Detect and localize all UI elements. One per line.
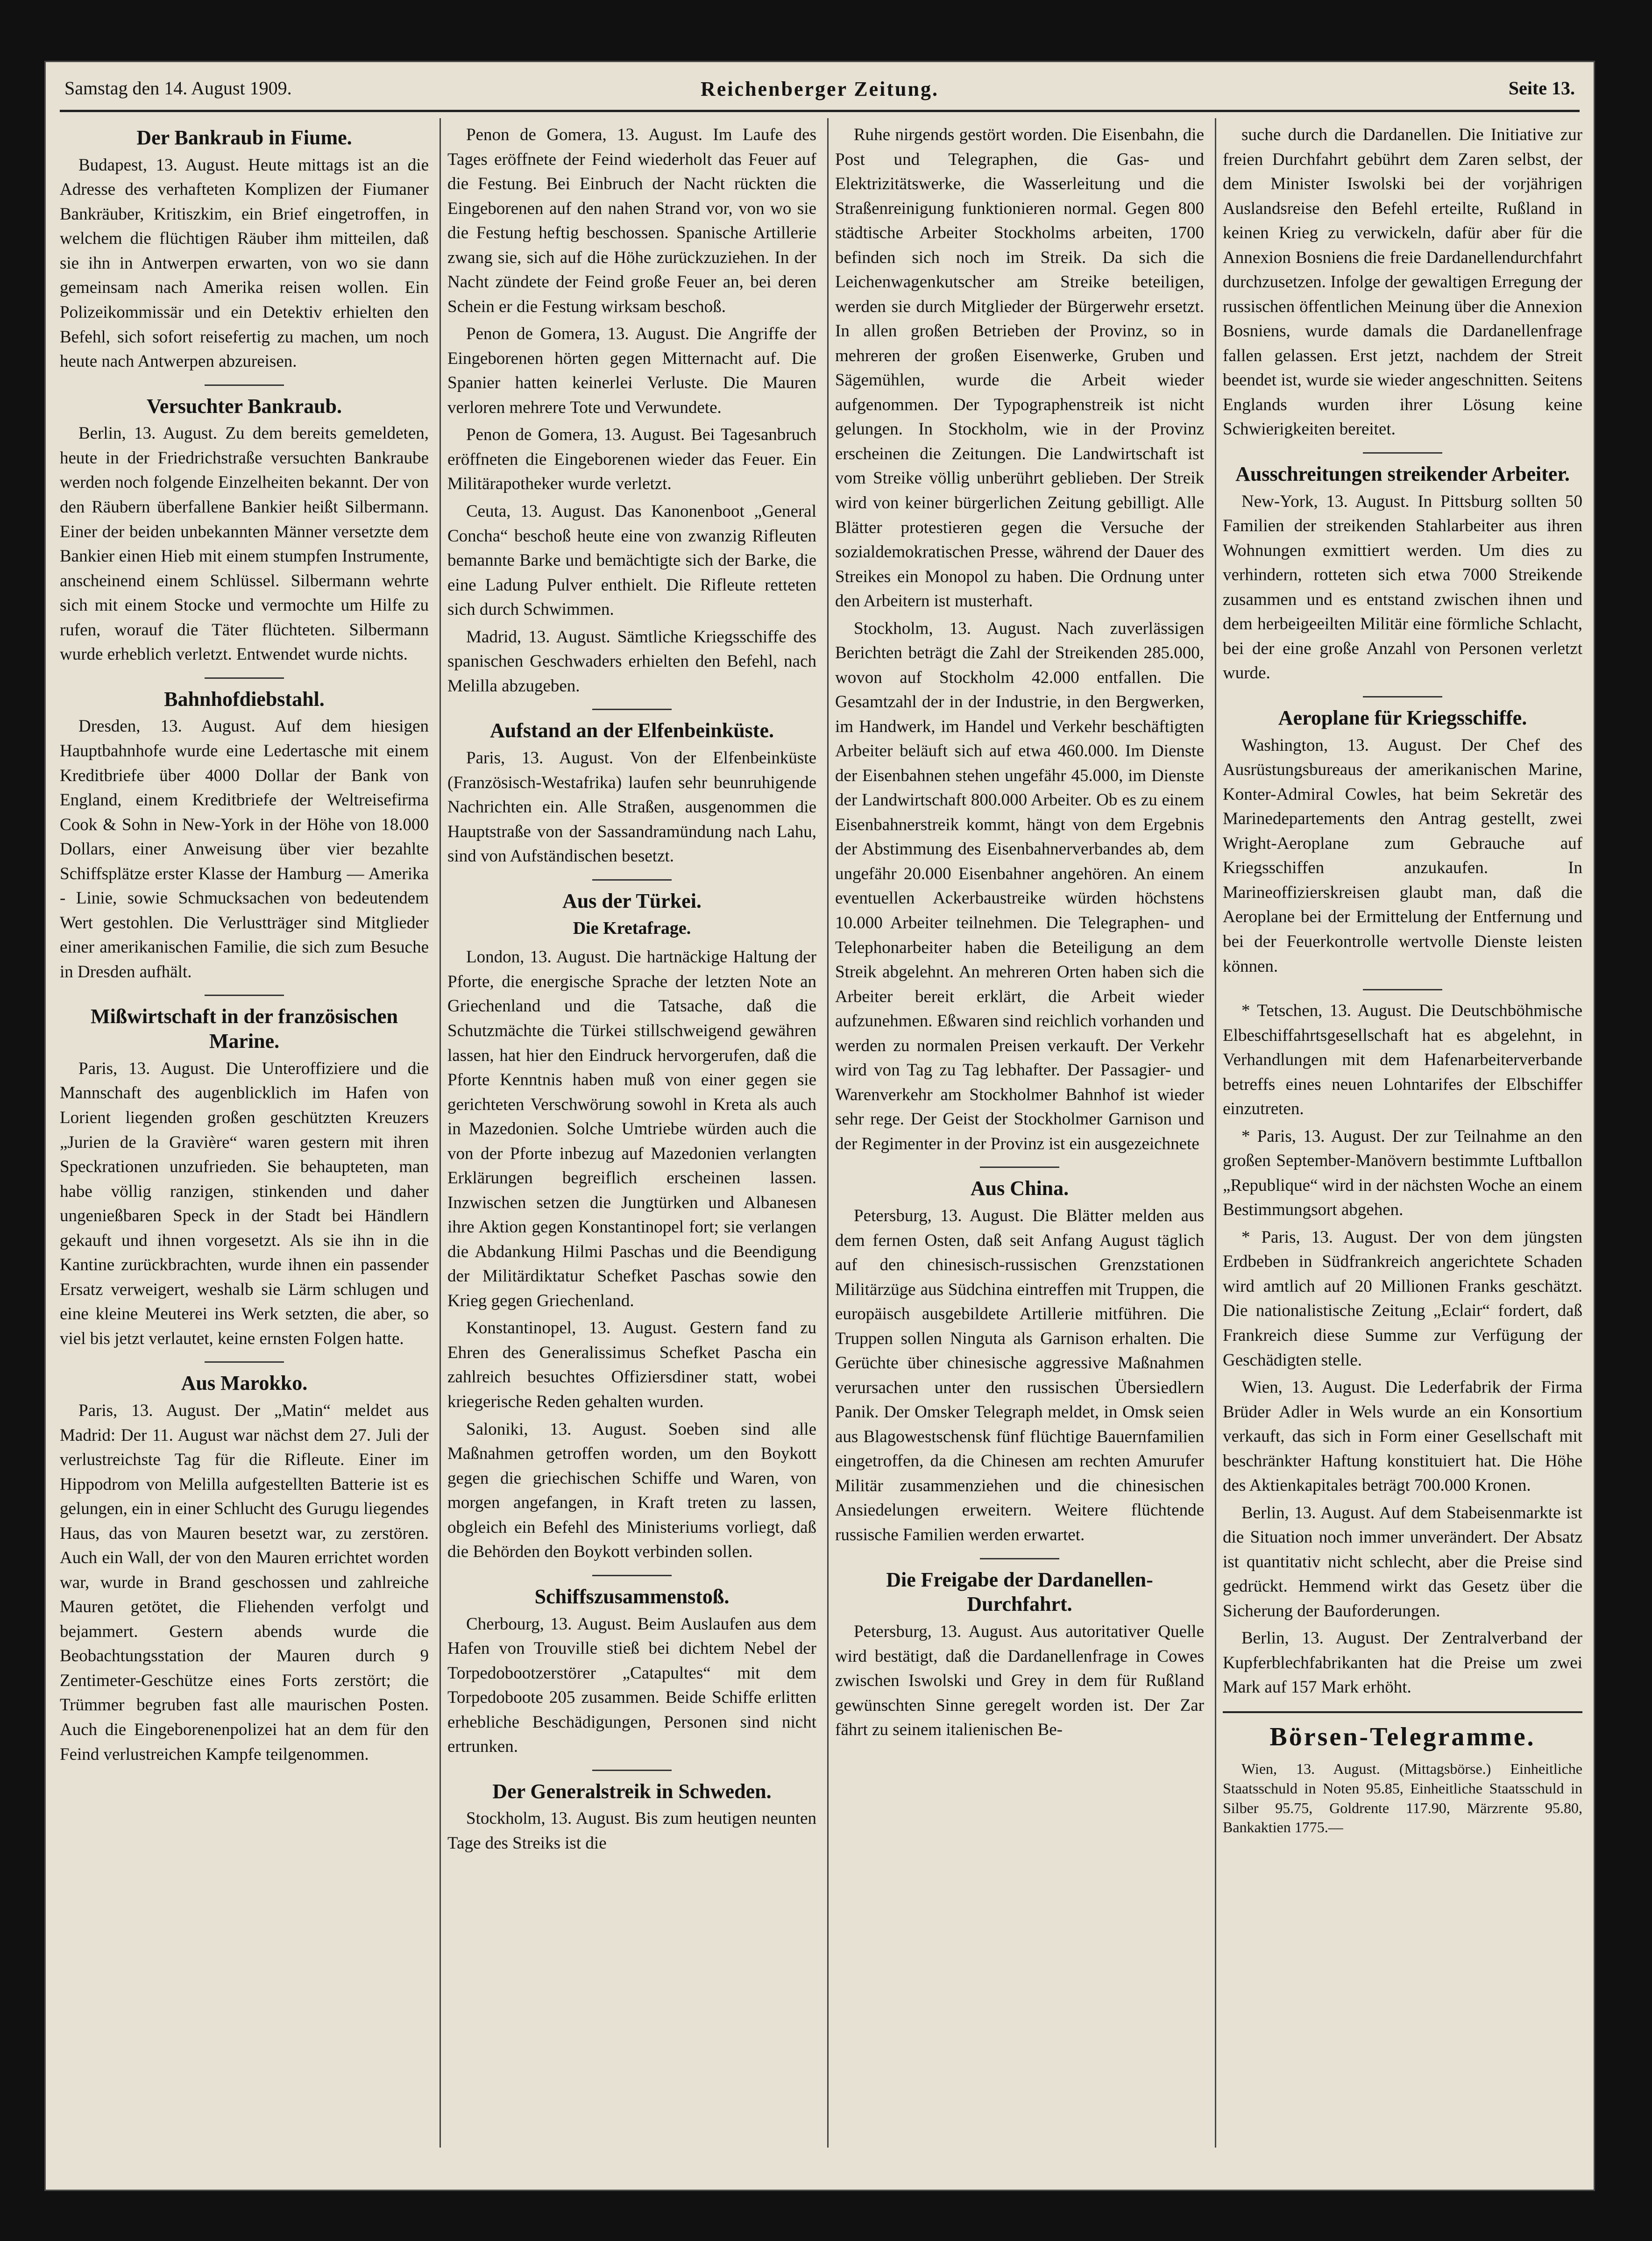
column-4 bbox=[1223, 123, 1582, 2148]
article-divider bbox=[592, 879, 672, 881]
article-paragraph: Cherbourg, 13. August. Beim Auslaufen aus dem Hafen von Trouville stieß bei dichtem Nebel der Torpedobootzerstörer „Catapultes“ mit dem Torpedoboote 205 zusammen. Beide Schiffe erlitten erhebliche Beschädigungen, Personen sind nicht ertrunken. bbox=[447, 1614, 816, 1757]
article-headline: Aus der Türkei. bbox=[562, 889, 702, 912]
article-paragraph: Berlin, 13. August. Der Zentralverband der Kupferblechfabrikanten hat die Preise um zwei Mark auf 157 Mark erhöht. bbox=[1223, 1629, 1582, 1697]
article-headline: Aus China. bbox=[970, 1177, 1069, 1200]
column-divider bbox=[827, 118, 829, 2148]
article-paragraph: Petersburg, 13. August. Aus autoritativer Quelle wird bestätigt, daß die Dardanellenfrage in Cowes zwischen Iswolski und Grey in dem für Rußland gewünschten Sinne geregelt worden ist. Der Zar fährt zu seinem italienischen Be- bbox=[835, 1622, 1204, 1740]
article-headline: Mißwirtschaft in der französischen Marine. bbox=[91, 1005, 398, 1053]
article-paragraph: Paris, 13. August. Der „Matin“ meldet aus Madrid: Der 11. August war nächst dem 27. Juli der verlustreichste Tag für die Rifleute. Einer im Hippodrom von Melilla aufgestellten Batterie ist es gelungen, ein in einer Schlucht des Gurugu liegendes Haus, das von Mauren besetzt war, zu zerstören. Auch ein Wall, der von den Mauren errichtet worden war, wurde in Brand geschossen und zahlreiche Mauren getötet, die Fliehenden verfolgt und bejammert. Gestern abends wurde die Beobachtungsstation der Mauren durch 9 Zentimeter-Geschütze eines Forts zerstört; die Trümmer begruben fast alle maurischen Posten. Auch die Eingeborenenpolizei hat an dem für den Feind verlustreichen Kampfe teilgenommen. bbox=[60, 1401, 429, 1764]
article-headline: Aus Marokko. bbox=[181, 1372, 308, 1395]
article-divider bbox=[592, 709, 672, 710]
article-paragraph: * Paris, 13. August. Der von dem jüngsten Erdbeben in Südfrankreich angerichtete Schaden wird amtlich auf 20 Millionen Franks geschätzt. Die nationalistische Zeitung „Eclair“ fordert, daß Frankreich diese Summe zur Verfügung der Geschädigten stelle. bbox=[1223, 1227, 1582, 1370]
article-divider bbox=[205, 384, 284, 386]
column-3 bbox=[835, 123, 1204, 2148]
article-headline: Bahnhofdiebstahl. bbox=[164, 687, 325, 711]
article-headline: Der Bankraub in Fiume. bbox=[136, 126, 352, 149]
article-paragraph: * Paris, 13. August. Der zur Teilnahme an den großen September-Manövern bestimmte Luftballon „Republique“ wird in der nächsten Woche an einem Bestimmungsort abgehen. bbox=[1223, 1126, 1582, 1220]
article-paragraph: Petersburg, 13. August. Die Blätter melden aus dem fernen Osten, daß seit Anfang August täglich auf den chinesisch-russischen Grenzstationen Militärzüge aus Südchina eintreffen mit Truppen, die europäisch ausgebildete Artillerie mitführen. Die Truppen sollen Ninguta als Garnison erhalten. Die Gerüchte über chinesische aggressive Maßnahmen verursachen unter den russischen Übersiedlern Panik. Der Omsker Telegraph meldet, in Omsk seien aus Blagowestschensk fünf flüchtige Bauernfamilien eingetroffen, da die Chinesen am rechten Amurufer Militär zusammenziehen und die chinesischen Ansiedelungen erweitern. Weitere flüchtende russische Familien werden erwartet. bbox=[835, 1206, 1204, 1545]
article-paragraph: London, 13. August. Die hartnäckige Haltung der Pforte, die energische Sprache der letzten Note an Griechenland und die Tatsache, daß die Schutzmächte die Türkei stillschweigend gewähren lassen, hat hier den Eindruck hervorgerufen, daß die Pforte Kenntnis haben muß von einer gegen sie gerichteten Verschwörung sowohl in Kreta als auch in Mazedonien. Solche Umtriebe würden auch die von der Pforte inbezug auf Mazedonien verlangten Erklärungen begreiflich erscheinen lassen. Inzwischen setzen die Jungtürken und Albanesen ihre Aktion gegen Konstantinopel fort; sie verlangen die Abdankung Hilmi Paschas und die Beendigung der Militärdiktatur Schefket Paschas sowie den Krieg gegen Griechenland. bbox=[447, 947, 816, 1310]
article-paragraph: Madrid, 13. August. Sämtliche Kriegsschiffe des spanischen Geschwaders erhielten den Befehl, nach Melilla abzugeben. bbox=[447, 627, 816, 696]
article-paragraph: Ruhe nirgends gestört worden. Die Eisenbahn, die Post und Telegraphen, die Gas- und Elektrizitätswerke, die Wasserleitung und die Straßenreinigung funktionieren normal. Gegen 800 städtische Arbeiter Stockholms arbeiten, 1700 befinden sich noch im Streik. Da sich die Leichenwagenkutscher am Streike beteiligen, werden sie durch Mitglieder der Bürgerwehr ersetzt. In allen großen Betrieben der Provinz, so in mehreren der großen Eisenwerke, Gruben und Sägemühlen, wurde die Arbeit wieder aufgenommen. Der Typographenstreik ist nicht gelungen. In Stockholm, wie in der Provinz erscheinen die Zeitungen. Die Landwirtschaft ist vom Streike völlig unberührt geblieben. Der Streik wird von keiner bürgerlichen Zeitung gebilligt. Alle Blätter protestieren gegen die Versuche der sozialdemokratischen Presse, während der Dauer des Streikes ein Monopol zu haben. Die Ordnung unter den Arbeitern ist musterhaft. bbox=[835, 125, 1204, 611]
article-divider bbox=[980, 1558, 1059, 1559]
article-paragraph: Paris, 13. August. Von der Elfenbeinküste (Französisch-Westafrika) laufen sehr beunruhigende Nachrichten ein. Alle Straßen, ausgenommen die Hauptstraße von der Sassandramündung nach Lahu, sind von Aufständischen besetzt. bbox=[447, 748, 816, 866]
article-headline: Aeroplane für Kriegsschiffe. bbox=[1278, 706, 1527, 729]
column-2 bbox=[447, 123, 816, 2148]
article-paragraph: Berlin, 13. August. Zu dem bereits gemeldeten, heute in der Friedrichstraße versuchten Bankraube werden noch folgende Einzelheiten bekannt. Der von den Räubern überfallene Bankier heißt Silbermann. Einer der beiden unbekannten Männer versetzte dem Bankier einen Hieb mit einem stumpfen Instrumente, anscheinend einem Schlüssel. Silbermann wehrte sich mit einem Stocke und vermochte um Hilfe zu rufen, worauf die Täter flüchteten. Silbermann wurde erheblich verletzt. Entwendet wurde nichts. bbox=[60, 424, 429, 664]
page-number: Seite 13. bbox=[1508, 78, 1575, 99]
article-divider bbox=[1363, 989, 1442, 990]
article-paragraph: Penon de Gomera, 13. August. Bei Tagesanbruch eröffneten die Eingeborenen wieder das Feuer. Ein Militärapotheker wurde verletzt. bbox=[447, 425, 816, 494]
boerse-headline: Börsen-Telegramme. bbox=[1269, 1722, 1536, 1751]
article-divider bbox=[1363, 452, 1442, 454]
boerse-quotes: Wien, 13. August. (Mittagsbörse.) Einheitliche Staatsschuld in Noten 95.85, Einheitliche Staatsschuld in Silber 95.75, Goldrente 117.90, Märzrente 95.80, Bankaktien 1775.— bbox=[1223, 1760, 1582, 1836]
article-divider bbox=[1363, 696, 1442, 697]
article-divider bbox=[205, 995, 284, 996]
article-paragraph: Stockholm, 13. August. Nach zuverlässigen Berichten beträgt die Zahl der Streikenden 285.000, wovon auf Stockholm 42.000 entfallen. Die Gesamtzahl der in der Industrie, in den Bergwerken, im Handwerk, im Handel und Verkehr beschäftigten Arbeiter beläuft sich auf etwa 460.000. Im Dienste der Eisenbahnen stehen ungefähr 45.000, im Dienste der Landwirtschaft 800.000 Arbeiter. Ob es zu einem Eisenbahnerstreik kommt, hängt von dem Ergebnis der Abstimmung des Eisenbahnerverbandes ab, dem ungefähr 20.000 Eisenbahner angehören. An einem eventuellen Ackerbaustreike würden höchstens 10.000 Arbeiter teilnehmen. Die Telegraphen- und Telephonarbeiter haben die Beteiligung an dem Streik abgelehnt. An mehreren Orten haben sich die Arbeiter bereit erklärt, die Arbeit wieder aufzunehmen. Eßwaren sind reichlich vorhanden und werden zu normalen Preisen verkauft. Der Verkehr wird von Tag zu Tag lebhafter. Der Passagier- und Warenverkehr am Stockholmer Bahnhof ist wieder sehr rege. Der Geist der Stockholmer Garnison und der Regimenter in der Provinz ist ein ausgezeichnete bbox=[835, 619, 1204, 1153]
article-headline: Der Generalstreik in Schweden. bbox=[492, 1779, 772, 1803]
article-divider bbox=[592, 1770, 672, 1771]
article-paragraph: Stockholm, 13. August. Bis zum heutigen neunten Tage des Streiks ist die bbox=[447, 1809, 816, 1853]
article-paragraph: New-York, 13. August. In Pittsburg sollten 50 Familien der streikenden Stahlarbeiter aus ihren Wohnungen exmittiert werden. Um dies zu verhindern, rotteten sich etwa 7000 Streikende zusammen und es entstand zwischen ihnen und dem herbeigeeilten Militär eine förmliche Schlacht, bei der eine große Anzahl von Personen verletzt wurde. bbox=[1223, 491, 1582, 683]
article-paragraph: Ceuta, 13. August. Das Kanonenboot „General Concha“ beschoß heute eine von zwanzig Rifleuten bemannte Barke und bemächtigte sich der Barke, die eine Ladung Pulver enthielt. Die Rifleute retteten sich durch Schwimmen. bbox=[447, 501, 816, 619]
article-paragraph: Berlin, 13. August. Auf dem Stabeisenmarkte ist die Situation noch immer unverändert. Der Absatz ist quantitativ nicht schlecht, aber die Preise sind gedrückt. Hemmend wirkt das Gesetz über die Sicherung der Bauforderungen. bbox=[1223, 1503, 1582, 1621]
section-divider bbox=[1223, 1711, 1582, 1713]
issue-date: Samstag den 14. August 1909. bbox=[64, 78, 292, 99]
article-paragraph: Saloniki, 13. August. Soeben sind alle Maßnahmen getroffen worden, um den Boykott gegen die griechischen Schiffe und Waren, von morgen angefangen, in Kraft treten zu lassen, obgleich ein Befehl des Ministeriums vorliegt, daß die Behörden den Boykott verbinden sollen. bbox=[447, 1419, 816, 1562]
masthead bbox=[60, 73, 1580, 112]
column-divider bbox=[440, 118, 441, 2148]
article-subheadline: Die Kretafrage. bbox=[573, 918, 691, 939]
article-paragraph: * Tetschen, 13. August. Die Deutschböhmische Elbeschiffahrtsgesellschaft hat es abgelehnt, in Verhandlungen mit dem Hafenarbeiterverbande betreffs eines neuen Lohntarifes der Elbschiffer einzutreten. bbox=[1223, 1001, 1582, 1119]
article-divider bbox=[205, 1361, 284, 1363]
article-paragraph: Wien, 13. August. Die Lederfabrik der Firma Brüder Adler in Wels wurde an ein Konsortium verkauft, das sich in Form einer Gesellschaft mit beschränkter Haftung konstituiert hat. Die Höhe des Aktienkapitales beträgt 700.000 Kronen. bbox=[1223, 1378, 1582, 1495]
article-headline: Die Freigabe der Dardanellen-Durchfahrt. bbox=[886, 1568, 1153, 1616]
article-headline: Aufstand an der Elfenbeinküste. bbox=[490, 719, 774, 742]
article-headline: Versuchter Bankraub. bbox=[146, 394, 342, 418]
article-divider bbox=[980, 1167, 1059, 1168]
article-paragraph: Penon de Gomera, 13. August. Im Laufe des Tages eröffnete der Feind wiederholt das Feuer auf die Festung. Bei Einbruch der Nacht rückten die Eingeborenen auf den nahen Strand vor, von wo sie die Festung heftig beschossen. Spanische Artillerie zwang sie, sich auf die Höhe zurückzuziehen. In der Nacht zündete der Feind große Feuer an, bei deren Schein er die Festung wirksam beschoß. bbox=[447, 125, 816, 316]
column-divider bbox=[1215, 118, 1216, 2148]
article-paragraph: Konstantinopel, 13. August. Gestern fand zu Ehren des Generalissimus Schefket Pascha ein zahlreich besuchtes Offiziersdiner statt, wobei kriegerische Reden gehalten wurden. bbox=[447, 1318, 816, 1411]
newspaper-page bbox=[44, 61, 1595, 2191]
article-paragraph: Washington, 13. August. Der Chef des Ausrüstungsbureaus der amerikanischen Marine, Konter-Admiral Cowles, hat beim Sekretär des Marinedepartements den Antrag gestellt, zwei Wright-Aeroplane zum Gebrauche auf Kriegsschiffen anzukaufen. In Marineoffizierskreisen glaubt man, daß die Aeroplane bei der Ermittelung der Entfernung und bei der Feuerkontrolle wertvolle Dienste leisten können. bbox=[1223, 735, 1582, 976]
article-divider bbox=[592, 1575, 672, 1576]
article-paragraph: Dresden, 13. August. Auf dem hiesigen Hauptbahnhofe wurde eine Ledertasche mit einem Kreditbriefe über 4000 Dollar der Bank von England, einem Kreditbriefe der Weltreisefirma Cook & Sohn in New-York in der Höhe von 18.000 Dollars, einer Anweisung über vier bezahlte Schiffsplätze erster Klasse der Hamburg — Amerika - Linie, sowie Schmucksachen von bedeutendem Wert gestohlen. Die Verlustträger sind Mitglieder einer amerikanischen Familie, die sich zum Besuche in Dresden aufhält. bbox=[60, 717, 429, 982]
article-headline: Ausschreitungen streikender Arbeiter. bbox=[1235, 462, 1570, 485]
article-paragraph: Penon de Gomera, 13. August. Die Angriffe der Eingeborenen hörten gegen Mitternacht auf. Die Spanier hatten keinerlei Verluste. Die Mauren verloren mehrere Tote und Verwundete. bbox=[447, 324, 816, 417]
column-1 bbox=[60, 123, 429, 2148]
article-paragraph: suche durch die Dardanellen. Die Initiative zur freien Durchfahrt gebührt dem Zaren selbst, der dem Minister Iswolski bei der vorjährigen Auslandsreise den Befehl erteilte, Rußland in keinen Krieg zu verwickeln, dafür aber für die Annexion Bosniens die freie Dardanellendurchfahrt durchzusetzen. Infolge der gewaltigen Erregung der russischen öffentlichen Meinung über die Annexion Bosniens, wurde damals die Dardanellenfrage fallen gelassen. Erst jetzt, nachdem der Streit beendet ist, wurde sie wieder angeschnitten. Seitens Englands wurden ihrer Lösung keine Schwierigkeiten bereitet. bbox=[1223, 125, 1582, 439]
article-paragraph: Paris, 13. August. Die Unteroffiziere und die Mannschaft des augenblicklich im Hafen von Lorient liegenden großen geschützten Kreuzers „Jurien de la Gravière“ waren gestern mit ihren Speckrationen unzufrieden. Sie behaupteten, man habe völlig ranzigen, stinkenden und daher ungenießbaren Speck in der Stadt bei Händlern gekauft und ihnen vorgesetzt. Als sie ihn in die Kantine zurückbrachten, wurde ihnen ein passender Ersatz verweigert, weshalb sie Lärm schlugen und eine kleine Meuterei ins Werk setzten, die aber, so viel bis jetzt verlautet, keine ernsten Folgen hatte. bbox=[60, 1059, 429, 1348]
article-headline: Schiffszusammenstoß. bbox=[534, 1585, 730, 1608]
article-divider bbox=[205, 677, 284, 679]
article-paragraph: Budapest, 13. August. Heute mittags ist an die Adresse des verhafteten Komplizen der Fiumaner Bankräuber, Kritiszkim, ein Brief eingetroffen, in welchem die flüchtigen Räuber ihm mitteilen, daß sie ihn in Antwerpen erwarten, von wo sie dann gemeinsam nach Amerika reisen wollen. Ein Polizeikommissär und ein Detektiv erhielten den Befehl, sich sofort reisefertig zu machen, um noch heute nach Antwerpen abzureisen. bbox=[60, 155, 429, 371]
newspaper-title: Reichenberger Zeitung. bbox=[700, 78, 939, 100]
